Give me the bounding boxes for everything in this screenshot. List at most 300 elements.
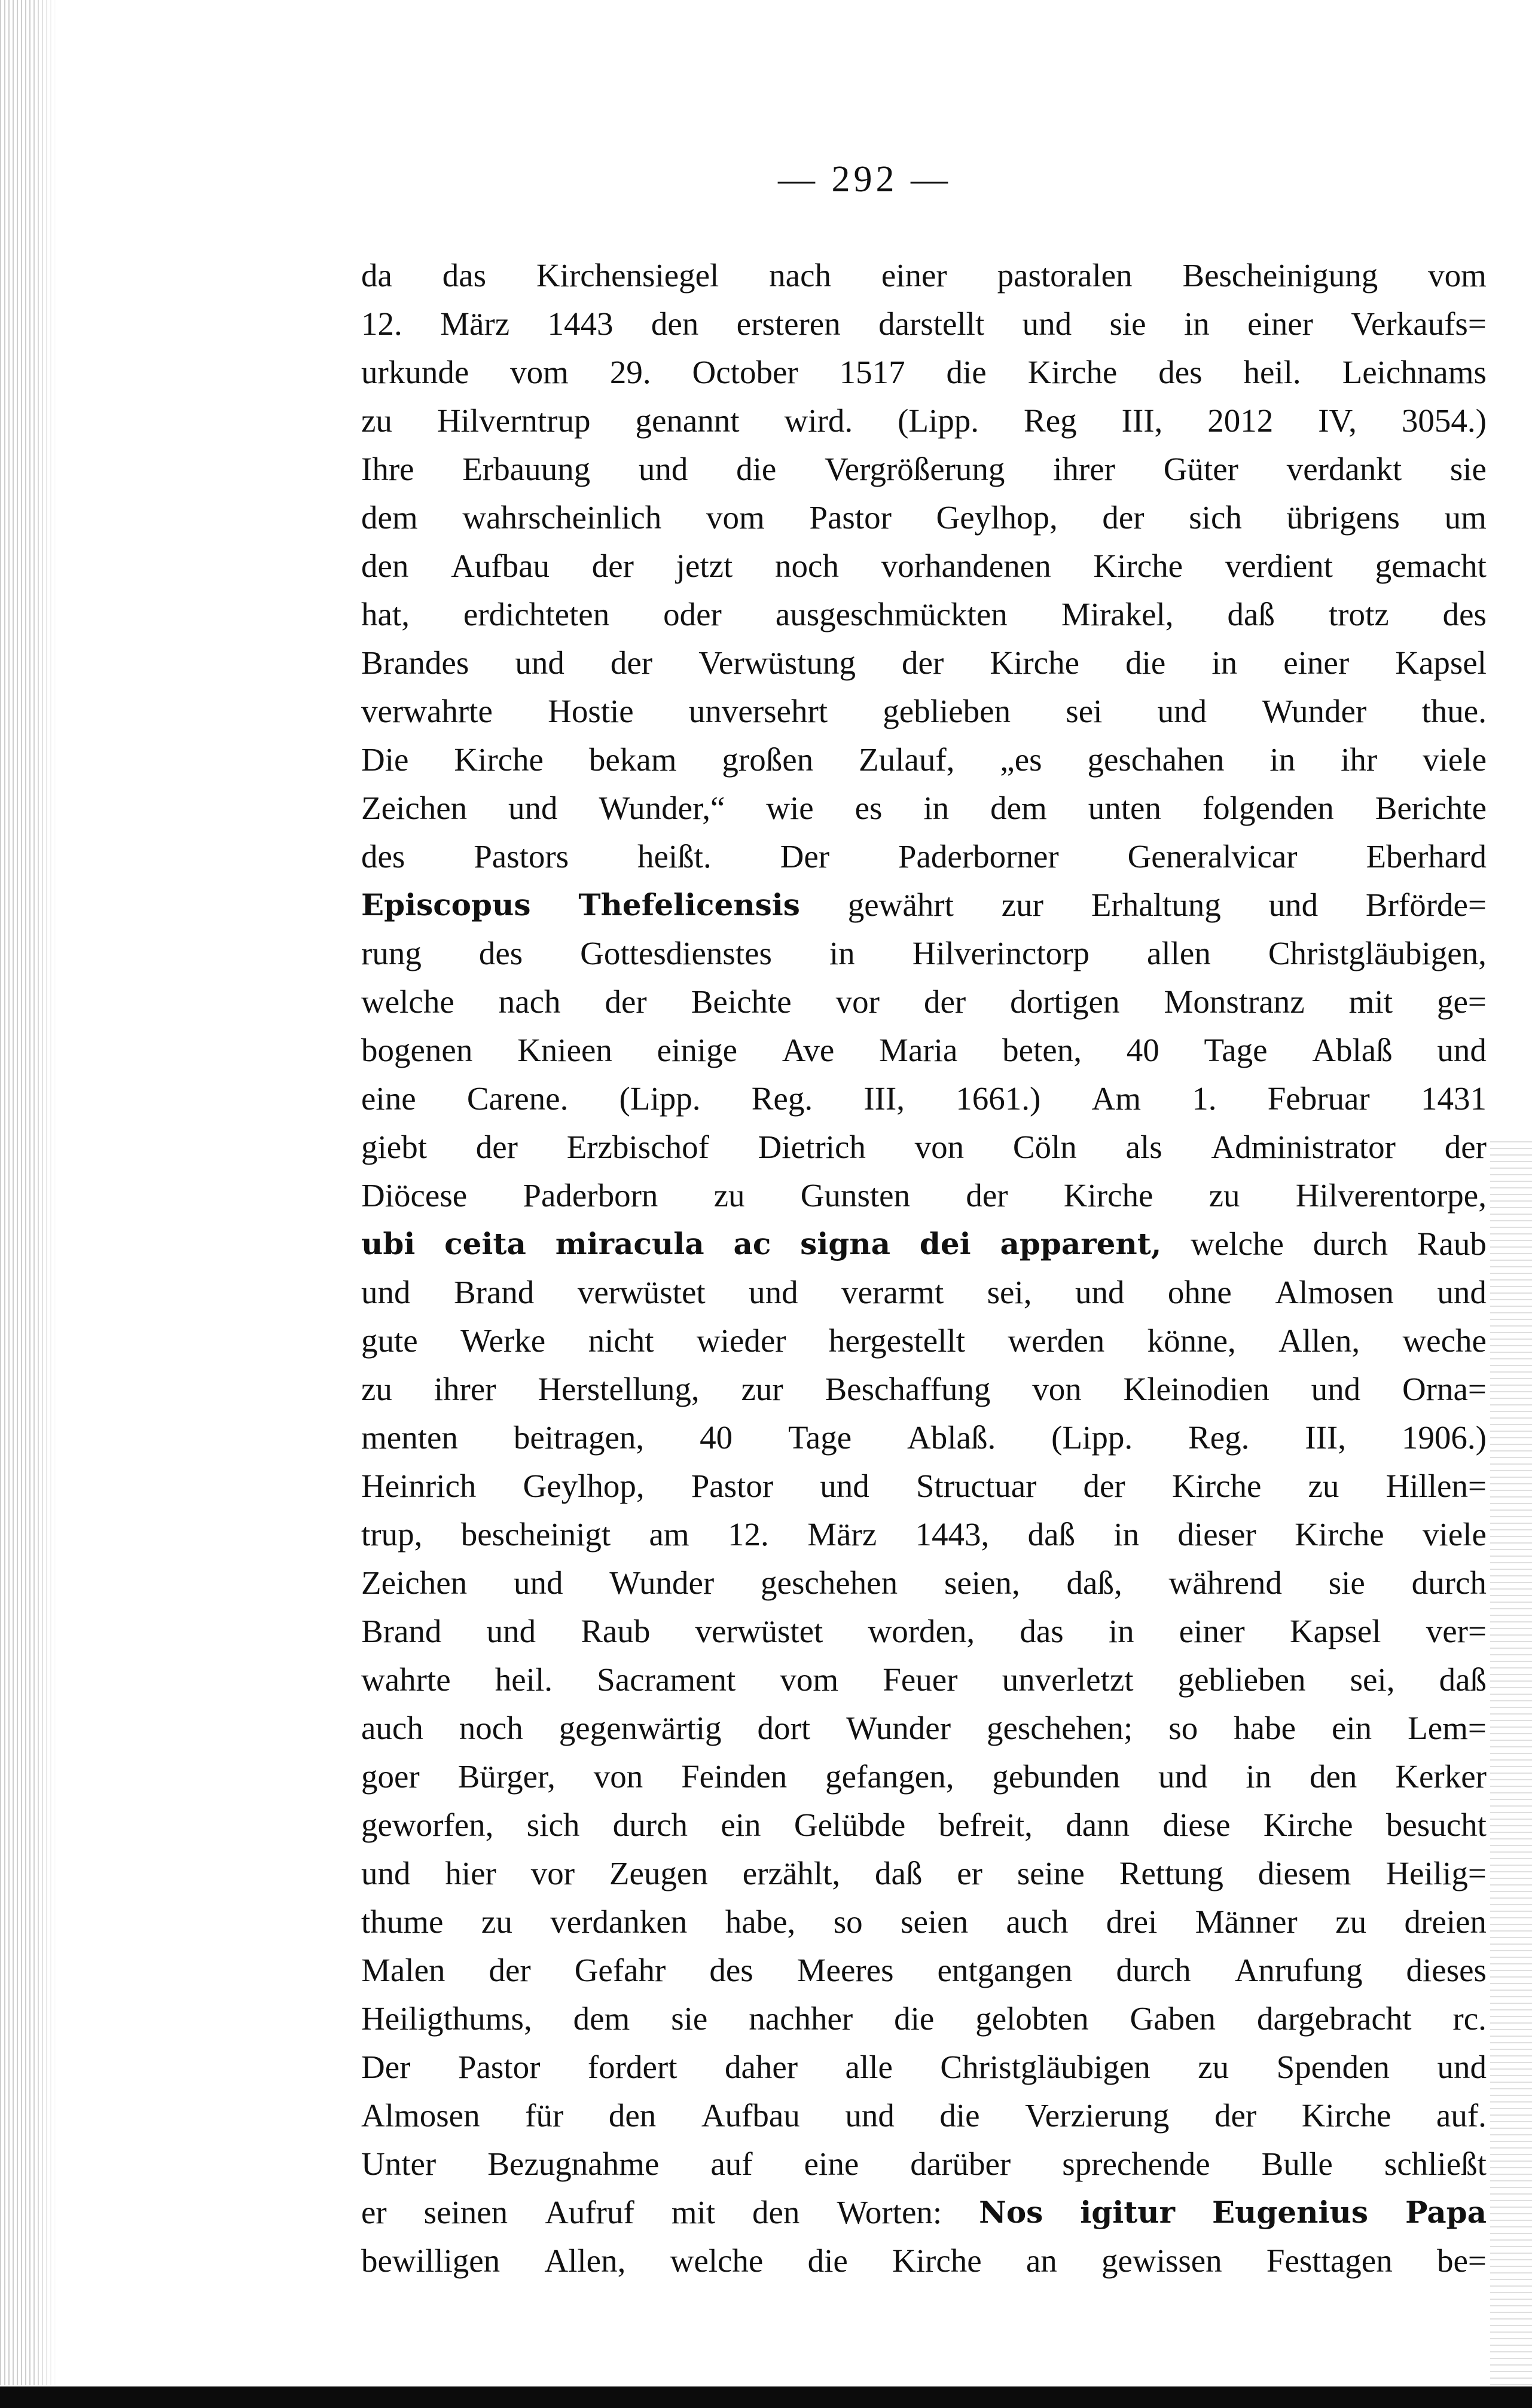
word: dargebracht bbox=[1256, 2000, 1412, 2037]
word: 1661.) bbox=[956, 1080, 1041, 1117]
word: verwahrte bbox=[361, 693, 493, 729]
word: Paderborn bbox=[523, 1177, 658, 1214]
word: ihrer bbox=[1053, 451, 1115, 487]
text-line bbox=[361, 1559, 1487, 1607]
word: die bbox=[736, 451, 777, 487]
word: heißt. bbox=[637, 838, 712, 875]
word: welche bbox=[670, 2242, 764, 2279]
word: Cöln bbox=[1012, 1129, 1077, 1165]
word: ersteren bbox=[736, 305, 841, 342]
word: und bbox=[1437, 1274, 1487, 1310]
word: Verzierung bbox=[1025, 2097, 1170, 2134]
word: Die bbox=[361, 741, 409, 778]
word: Aufruf bbox=[545, 2194, 634, 2230]
word: und bbox=[515, 644, 564, 681]
word: zu bbox=[1308, 1468, 1339, 1504]
word: seien, bbox=[944, 1564, 1020, 1601]
word: wird. bbox=[784, 402, 853, 439]
word: des bbox=[1158, 354, 1203, 390]
word: Zeugen bbox=[609, 1855, 708, 1891]
scan-edge-left bbox=[0, 0, 57, 2385]
text-line bbox=[361, 2236, 1487, 2285]
word: Bürger, bbox=[457, 1758, 556, 1795]
word: dieser bbox=[1177, 1516, 1256, 1553]
word: 1443, bbox=[915, 1516, 990, 1553]
text-line bbox=[361, 1607, 1487, 1655]
word: Tage bbox=[1204, 1032, 1268, 1068]
word: weche bbox=[1402, 1322, 1487, 1359]
word: eine bbox=[361, 1080, 416, 1117]
word: sei, bbox=[987, 1274, 1032, 1310]
word: 1. bbox=[1192, 1080, 1217, 1117]
word: verwüstet bbox=[695, 1613, 823, 1649]
word: Zulauf, bbox=[859, 741, 955, 778]
word: mit bbox=[671, 2194, 716, 2230]
word: einer bbox=[1247, 305, 1313, 342]
word: Männer bbox=[1195, 1903, 1298, 1940]
word: Kapsel bbox=[1289, 1613, 1381, 1649]
bold-word: ubi bbox=[361, 1226, 416, 1261]
word: trotz bbox=[1328, 596, 1389, 632]
word: seien bbox=[901, 1903, 969, 1940]
word: Erhaltung bbox=[1091, 887, 1221, 923]
word: zu bbox=[713, 1177, 745, 1214]
text-line bbox=[361, 1074, 1487, 1123]
word: der bbox=[923, 983, 966, 1020]
word: III, bbox=[1305, 1419, 1346, 1456]
word: er bbox=[361, 2194, 387, 2230]
word: entgangen bbox=[937, 1952, 1073, 1988]
text-line bbox=[361, 1413, 1487, 1462]
word: dem bbox=[573, 2000, 630, 2037]
word: menten bbox=[361, 1419, 458, 1456]
word: unversehrt bbox=[688, 693, 828, 729]
word: Paderborner bbox=[898, 838, 1059, 875]
word: be= bbox=[1436, 2242, 1487, 2279]
word: thume bbox=[361, 1903, 444, 1940]
word: Mirakel, bbox=[1061, 596, 1174, 632]
word: einer bbox=[881, 257, 947, 294]
word: nicht bbox=[588, 1322, 654, 1359]
word: unten bbox=[1088, 790, 1161, 826]
word: den bbox=[651, 305, 699, 342]
word: Eberhard bbox=[1366, 838, 1487, 875]
word: ver= bbox=[1426, 1613, 1487, 1649]
text-line bbox=[361, 1365, 1487, 1413]
word: heil. bbox=[495, 1661, 553, 1698]
word: Herstellung, bbox=[538, 1371, 700, 1407]
word: und bbox=[1157, 693, 1207, 729]
word: Festtagen bbox=[1266, 2242, 1393, 2279]
word: Generalvicar bbox=[1127, 838, 1298, 875]
word: Gaben bbox=[1130, 2000, 1216, 2037]
word: dem bbox=[990, 790, 1047, 826]
text-line bbox=[361, 1268, 1487, 1316]
word: bewilligen bbox=[361, 2242, 501, 2279]
word: und bbox=[361, 1855, 411, 1891]
word: worden, bbox=[868, 1613, 975, 1649]
scan-edge-right bbox=[1490, 1136, 1532, 2385]
word: der bbox=[1444, 1129, 1487, 1165]
word: ein bbox=[1331, 1710, 1372, 1746]
word: Tage bbox=[788, 1419, 852, 1456]
bold-word: ceita bbox=[444, 1226, 526, 1261]
word: der bbox=[1083, 1468, 1125, 1504]
text-line bbox=[361, 1026, 1487, 1074]
word: sprechende bbox=[1062, 2146, 1210, 2182]
text-line bbox=[361, 638, 1487, 687]
word: hergestellt bbox=[828, 1322, 966, 1359]
word: und bbox=[749, 1274, 798, 1310]
word: drei bbox=[1106, 1903, 1158, 1940]
word: um bbox=[1444, 499, 1487, 536]
text-line bbox=[361, 348, 1487, 396]
word: seinen bbox=[423, 2194, 508, 2230]
word: 3054.) bbox=[1401, 402, 1487, 439]
word: Verkaufs= bbox=[1351, 305, 1487, 342]
word: März bbox=[807, 1516, 877, 1553]
word: übrigens bbox=[1286, 499, 1400, 536]
word: 12. bbox=[728, 1516, 769, 1553]
word: Diöcese bbox=[361, 1177, 468, 1214]
word: und bbox=[1158, 1758, 1208, 1795]
word: da bbox=[361, 257, 392, 294]
word: Kirche bbox=[1063, 1177, 1153, 1214]
word: dortigen bbox=[1010, 983, 1120, 1020]
word: fordert bbox=[587, 2049, 678, 2085]
word: Knieen bbox=[517, 1032, 612, 1068]
word: Almosen bbox=[361, 2097, 480, 2134]
bold-word: igitur bbox=[1080, 2195, 1175, 2230]
word: vom bbox=[510, 354, 569, 390]
word: den bbox=[752, 2194, 800, 2230]
word: des bbox=[361, 838, 405, 875]
word: habe bbox=[1234, 1710, 1296, 1746]
word: der bbox=[489, 1952, 531, 1988]
word: Erzbischof bbox=[566, 1129, 709, 1165]
word: so bbox=[833, 1903, 863, 1940]
word: geschehen bbox=[761, 1564, 898, 1601]
word: October bbox=[692, 354, 798, 390]
word: allen bbox=[1146, 935, 1211, 971]
word: alle bbox=[845, 2049, 893, 2085]
word: und bbox=[1437, 2049, 1487, 2085]
word: befreit, bbox=[938, 1807, 1033, 1843]
word: Kirche bbox=[1027, 354, 1118, 390]
word: ge= bbox=[1436, 983, 1487, 1020]
word: daher bbox=[724, 2049, 798, 2085]
word: Geylhop, bbox=[936, 499, 1058, 536]
bold-word: dei bbox=[919, 1226, 971, 1261]
word: der bbox=[1214, 2097, 1257, 2134]
word: in bbox=[1246, 1758, 1272, 1795]
word: dann bbox=[1066, 1807, 1130, 1843]
word: vor bbox=[835, 983, 880, 1020]
word: geschahen bbox=[1087, 741, 1225, 778]
word: in bbox=[923, 790, 950, 826]
word: mit bbox=[1348, 983, 1393, 1020]
word: Kirche bbox=[1295, 1516, 1384, 1553]
word: dem bbox=[361, 499, 418, 536]
word: auf bbox=[710, 2146, 753, 2182]
word: Zeichen bbox=[361, 790, 468, 826]
word: in bbox=[1211, 644, 1238, 681]
word: gewährt bbox=[847, 887, 954, 923]
word: und bbox=[1311, 1371, 1361, 1407]
word: gebunden bbox=[992, 1758, 1121, 1795]
word: Raub bbox=[1417, 1226, 1487, 1262]
word: wieder bbox=[696, 1322, 786, 1359]
word: nachher bbox=[749, 2000, 853, 2037]
text-line bbox=[361, 1316, 1487, 1365]
word: IV, bbox=[1318, 402, 1357, 439]
word: des bbox=[709, 1952, 753, 1988]
word: Kleinodien bbox=[1123, 1371, 1269, 1407]
word: Heiligthums, bbox=[361, 2000, 532, 2037]
word: Brförde= bbox=[1365, 887, 1487, 923]
text-line bbox=[361, 2091, 1487, 2140]
word: thue. bbox=[1421, 693, 1487, 729]
word: sich bbox=[1189, 499, 1242, 536]
word: durch bbox=[1411, 1564, 1487, 1601]
word: 2012 bbox=[1207, 402, 1274, 439]
word: sie bbox=[1449, 451, 1487, 487]
word: Kirche bbox=[990, 644, 1079, 681]
word: Werke bbox=[460, 1322, 546, 1359]
word: einer bbox=[1179, 1613, 1245, 1649]
word: beten, bbox=[1002, 1032, 1082, 1068]
word: rung bbox=[361, 935, 422, 971]
text-line bbox=[361, 445, 1487, 493]
word: durch bbox=[1313, 1226, 1388, 1262]
word: seine bbox=[1017, 1855, 1085, 1891]
word: Brandes bbox=[361, 644, 469, 681]
word: zur bbox=[1001, 887, 1043, 923]
word: der bbox=[591, 548, 634, 584]
word: zu bbox=[1208, 1177, 1240, 1214]
text-line bbox=[361, 493, 1487, 542]
word: besucht bbox=[1385, 1807, 1487, 1843]
word: März bbox=[440, 305, 510, 342]
word: Kirche bbox=[892, 2242, 982, 2279]
word: der bbox=[1102, 499, 1145, 536]
word: Dietrich bbox=[758, 1129, 866, 1165]
word: Structuar bbox=[915, 1468, 1037, 1504]
word: zu bbox=[361, 402, 392, 439]
word: die bbox=[807, 2242, 848, 2279]
word: Orna= bbox=[1402, 1371, 1487, 1407]
word: Berichte bbox=[1375, 790, 1487, 826]
text-line bbox=[361, 784, 1487, 832]
word: der bbox=[605, 983, 647, 1020]
word: vorhandenen bbox=[881, 548, 1051, 584]
word: gelobten bbox=[975, 2000, 1089, 2037]
word: Christgläubigen bbox=[940, 2049, 1150, 2085]
word: sie bbox=[671, 2000, 708, 2037]
word: Anrufung bbox=[1234, 1952, 1363, 1988]
word: zu bbox=[1335, 1903, 1367, 1940]
word: die bbox=[946, 354, 987, 390]
word: geblieben bbox=[883, 693, 1011, 729]
word: Pastor bbox=[457, 2049, 541, 2085]
word: Reg. bbox=[751, 1080, 813, 1117]
word: Pastor bbox=[809, 499, 892, 536]
word: sei, bbox=[1350, 1661, 1395, 1698]
word: und bbox=[513, 1564, 563, 1601]
word: die bbox=[939, 2097, 980, 2134]
word: Ihre bbox=[361, 451, 414, 487]
text-line bbox=[361, 977, 1487, 1026]
word: Gelübde bbox=[794, 1807, 906, 1843]
word: er bbox=[957, 1855, 982, 1891]
word: 1443 bbox=[547, 305, 614, 342]
text-line bbox=[361, 929, 1487, 977]
text-line bbox=[361, 881, 1487, 929]
word: Hillen= bbox=[1385, 1468, 1487, 1504]
text-line bbox=[361, 590, 1487, 638]
word: Hostie bbox=[548, 693, 634, 729]
word: Kirche bbox=[1093, 548, 1183, 584]
word: giebt bbox=[361, 1129, 427, 1165]
text-line bbox=[361, 1752, 1487, 1801]
word: ein bbox=[721, 1807, 761, 1843]
word: III, bbox=[863, 1080, 905, 1117]
word: viele bbox=[1423, 1516, 1487, 1553]
word: urkunde bbox=[361, 354, 469, 390]
word: daß bbox=[1027, 1516, 1075, 1553]
word: oder bbox=[663, 596, 722, 632]
text-line bbox=[361, 2140, 1487, 2188]
text-line bbox=[361, 1171, 1487, 1220]
text-line bbox=[361, 687, 1487, 735]
word: pastoralen bbox=[997, 257, 1133, 294]
word: verdankt bbox=[1286, 451, 1402, 487]
word: vom bbox=[780, 1661, 839, 1698]
word: und bbox=[845, 2097, 895, 2134]
word: III, bbox=[1121, 402, 1163, 439]
body-text bbox=[361, 251, 1487, 2285]
word: 29. bbox=[609, 354, 651, 390]
word: Ave bbox=[782, 1032, 835, 1068]
word: und bbox=[1022, 305, 1072, 342]
word: es bbox=[854, 790, 883, 826]
word: Güter bbox=[1163, 451, 1238, 487]
word: gemacht bbox=[1375, 548, 1487, 584]
word: am bbox=[649, 1516, 689, 1553]
word: den bbox=[608, 2097, 657, 2134]
word: erdichteten bbox=[463, 596, 610, 632]
word: sich bbox=[526, 1807, 580, 1843]
text-line bbox=[361, 300, 1487, 348]
word: dieses bbox=[1406, 1952, 1487, 1988]
word: (Lipp. bbox=[619, 1080, 701, 1117]
text-line bbox=[361, 542, 1487, 590]
word: gefangen, bbox=[825, 1758, 954, 1795]
word: 1431 bbox=[1420, 1080, 1487, 1117]
word: geschehen; bbox=[986, 1710, 1133, 1746]
word: nach bbox=[498, 983, 561, 1020]
text-line bbox=[361, 1462, 1487, 1510]
word: ihrer bbox=[434, 1371, 496, 1407]
word: Hilverntrup bbox=[437, 402, 591, 439]
word: vom bbox=[706, 499, 765, 536]
word: Heilig= bbox=[1385, 1855, 1487, 1891]
word: geworfen, bbox=[361, 1807, 494, 1843]
word: und bbox=[1268, 887, 1319, 923]
word: Wunder bbox=[1262, 693, 1367, 729]
word: das bbox=[442, 257, 487, 294]
word: 40 bbox=[1126, 1032, 1159, 1068]
word: Pastor bbox=[691, 1468, 774, 1504]
word: Hilverinctorp bbox=[912, 935, 1090, 971]
text-line bbox=[361, 1123, 1487, 1171]
word: dreien bbox=[1404, 1903, 1487, 1940]
word: einer bbox=[1283, 644, 1350, 681]
word: welche bbox=[361, 983, 454, 1020]
word: Gefahr bbox=[574, 1952, 666, 1988]
word: bescheinigt bbox=[460, 1516, 611, 1553]
text-line bbox=[361, 1946, 1487, 1994]
word: einige bbox=[657, 1032, 738, 1068]
word: Monstranz bbox=[1164, 983, 1305, 1020]
word: geblieben bbox=[1177, 1661, 1306, 1698]
word: (Lipp. bbox=[1051, 1419, 1133, 1456]
word: auch bbox=[1006, 1903, 1069, 1940]
word: und bbox=[361, 1274, 411, 1310]
word: Kirche bbox=[454, 741, 544, 778]
word: welche bbox=[1191, 1226, 1284, 1262]
word: folgenden bbox=[1202, 790, 1334, 826]
word: Kapsel bbox=[1395, 644, 1487, 681]
word: durch bbox=[1116, 1952, 1191, 1988]
word: eine bbox=[804, 2146, 859, 2182]
bold-word: signa bbox=[800, 1226, 891, 1261]
word: Reg bbox=[1024, 402, 1077, 439]
word: das bbox=[1020, 1613, 1064, 1649]
word: 12. bbox=[361, 305, 402, 342]
word: Raub bbox=[581, 1613, 651, 1649]
word: Rettung bbox=[1119, 1855, 1223, 1891]
word: diese bbox=[1162, 1807, 1231, 1843]
word: rc. bbox=[1452, 2000, 1487, 2037]
word: des bbox=[1442, 596, 1487, 632]
text-line bbox=[361, 396, 1487, 445]
word: durch bbox=[612, 1807, 688, 1843]
word: Wunder,“ bbox=[599, 790, 725, 826]
word: großen bbox=[722, 741, 814, 778]
bold-word: Papa bbox=[1405, 2195, 1487, 2230]
word: Erbauung bbox=[462, 451, 591, 487]
word: zu bbox=[1198, 2049, 1229, 2085]
text-line bbox=[361, 1220, 1487, 1268]
word: verarmt bbox=[841, 1274, 944, 1310]
word: verdanken bbox=[550, 1903, 688, 1940]
word: und bbox=[1437, 1032, 1487, 1068]
word: daß bbox=[874, 1855, 923, 1891]
word: Kirchensiegel bbox=[536, 257, 719, 294]
text-line bbox=[361, 1849, 1487, 1897]
word: auch bbox=[361, 1710, 423, 1746]
text-line bbox=[361, 1510, 1487, 1559]
word: Beichte bbox=[691, 983, 792, 1020]
word: in bbox=[829, 935, 855, 971]
bold-word: Nos bbox=[979, 2195, 1043, 2230]
word: in bbox=[1113, 1516, 1140, 1553]
word: Feinden bbox=[681, 1758, 788, 1795]
word: der bbox=[610, 644, 653, 681]
word: des bbox=[478, 935, 523, 971]
word: darstellt bbox=[878, 305, 985, 342]
